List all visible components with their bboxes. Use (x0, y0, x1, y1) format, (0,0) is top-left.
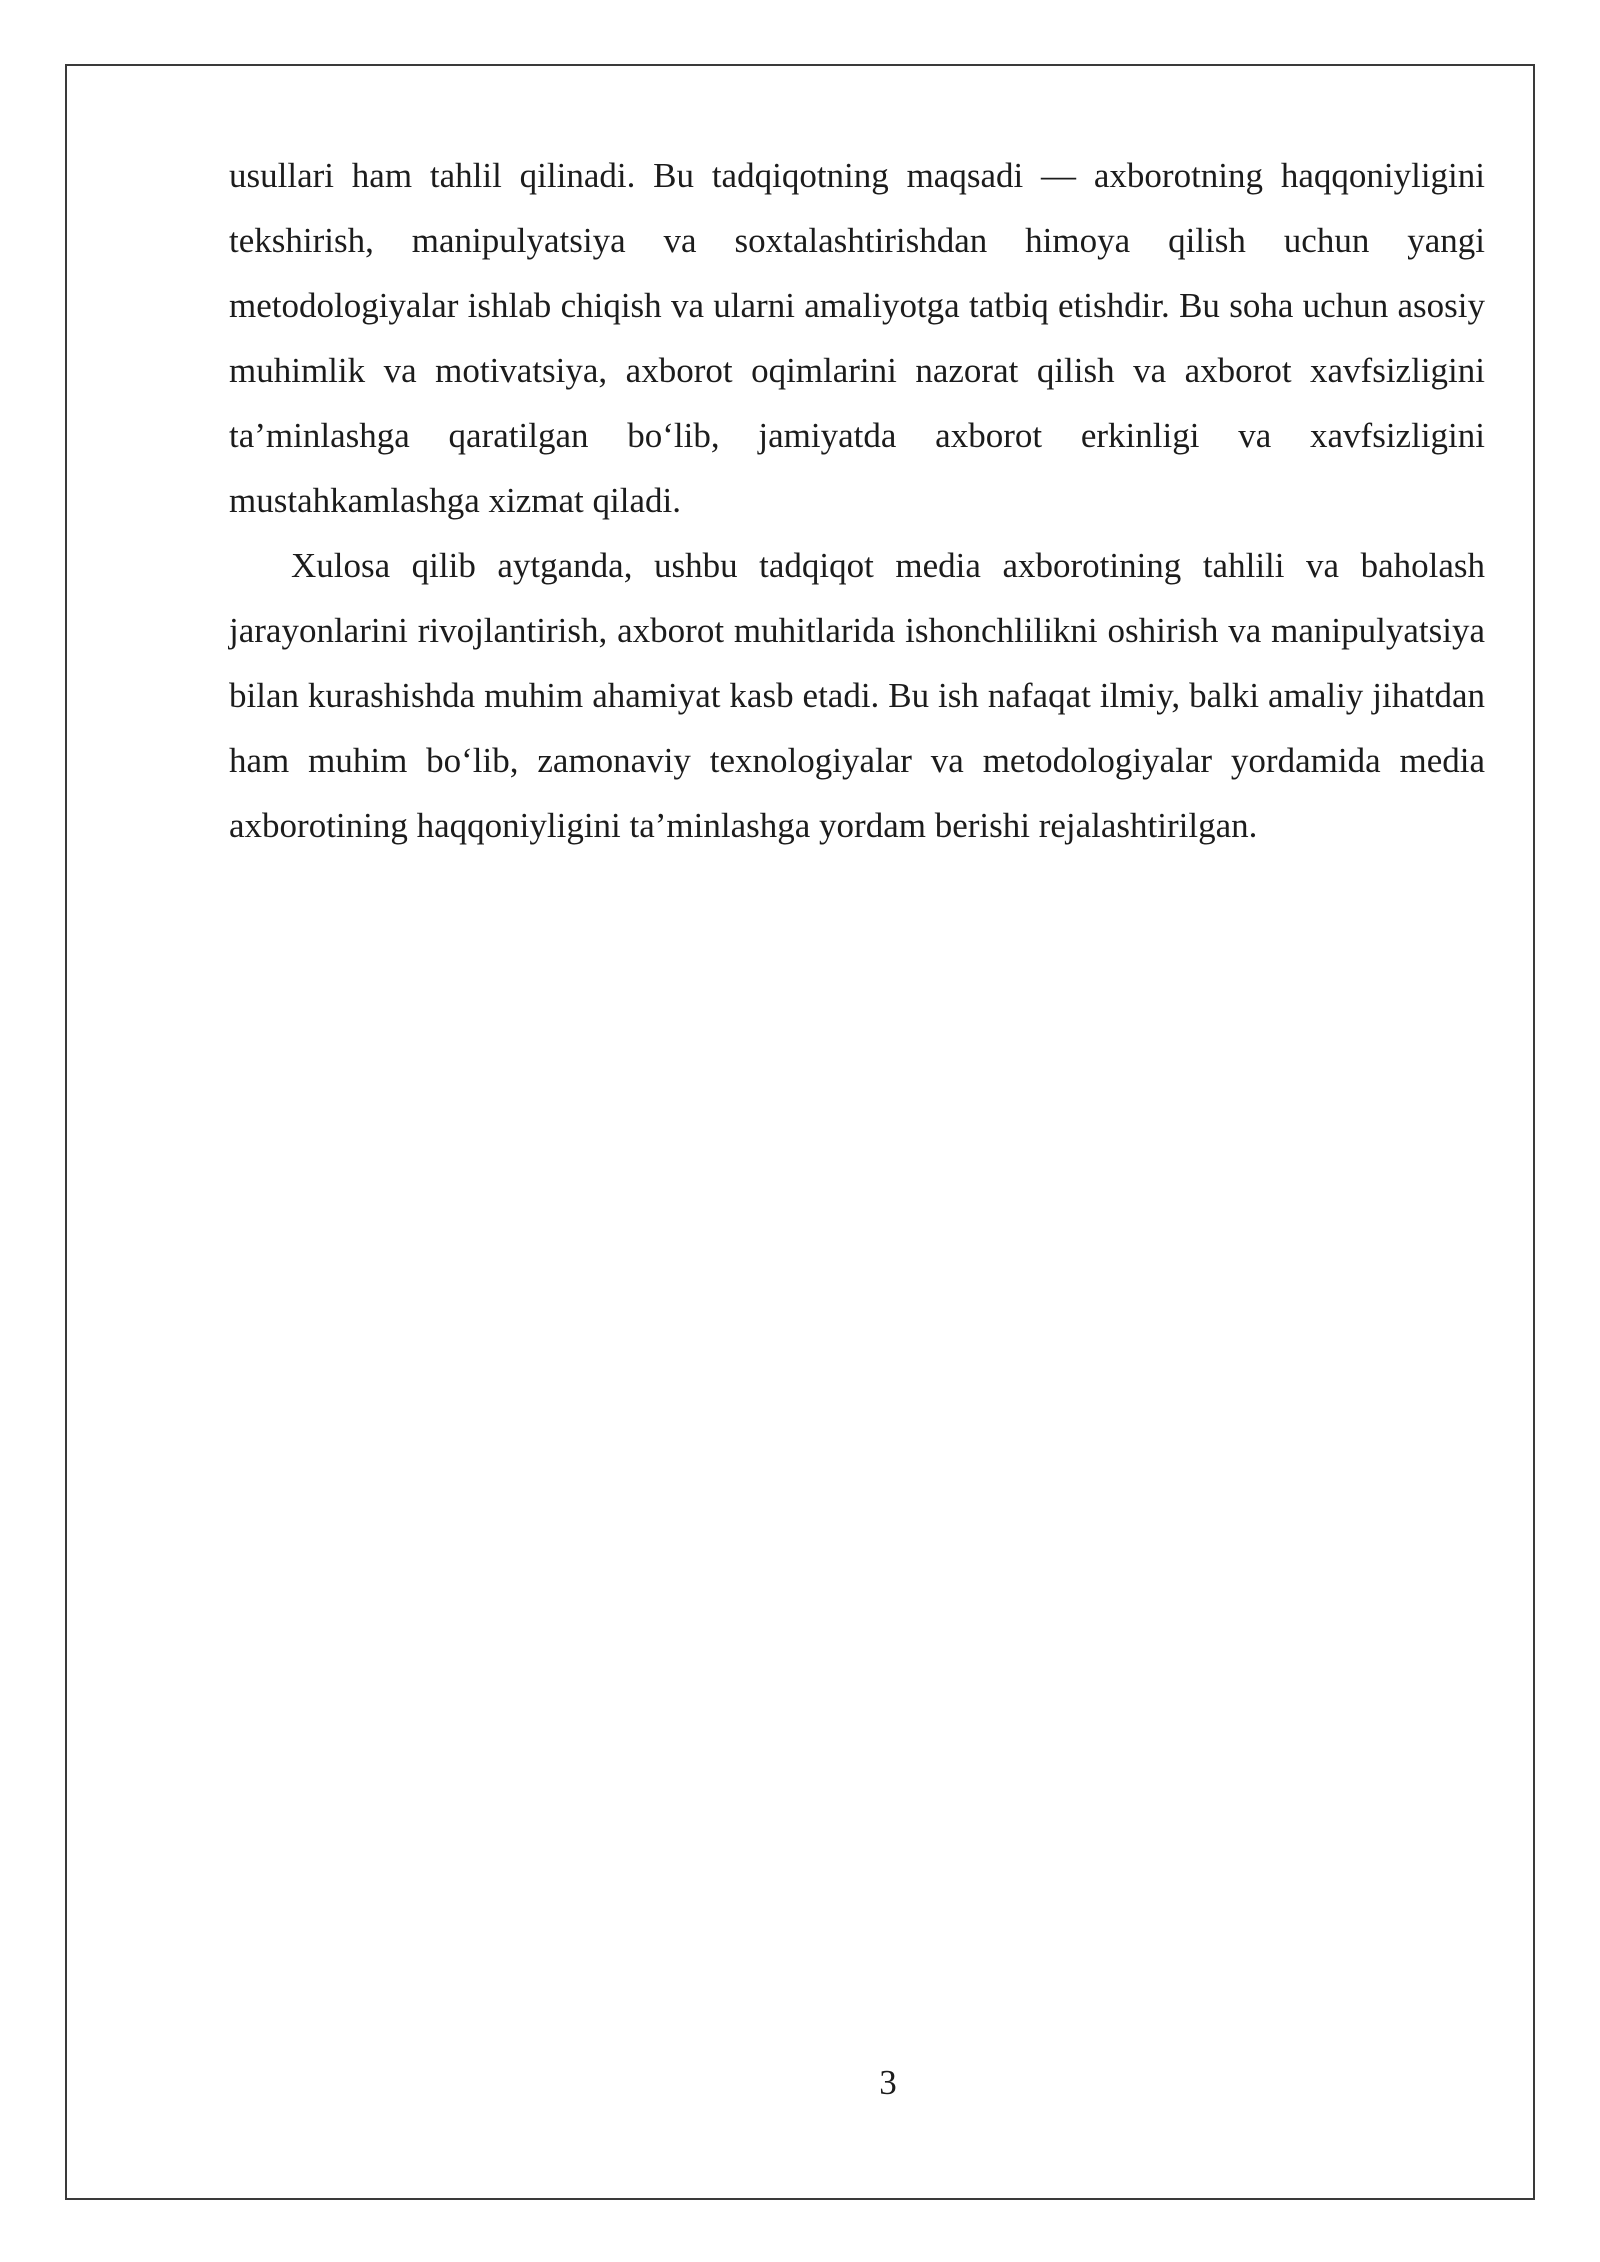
paragraph-conclusion: Xulosa qilib aytganda, ushbu tadqiqot media axborotining tahlili va baholash jarayonlarini rivojlantirish, axborot muhitlarida ishonchlilikni oshirish va manipulyatsiya bilan kurashishda muhim ahamiyat kasb etadi. Bu ish nafaqat ilmiy, balki amaliy jihatdan ham muhim bo‘lib, zamonaviy texnologiyalar va metodologiyalar yordamida media axborotining haqqoniyligini ta’minlashga yordam berishi rejalashtirilgan. (229, 546, 1485, 845)
body-text (229, 143, 1485, 858)
paragraph-continuation: usullari ham tahlil qilinadi. Bu tadqiqotning maqsadi — axborotning haqqoniyligini tekshirish, manipulyatsiya va soxtalashtirishdan himoya qilish uchun yangi metodologiyalar ishlab chiqish va ularni amaliyotga tatbiq etishdir. Bu soha uchun asosiy muhimlik va motivatsiya, axborot oqimlarini nazorat qilish va axborot xavfsizligini ta’minlashga qaratilgan bo‘lib, jamiyatda axborot erkinligi va xavfsizligini mustahkamlashga xizmat qiladi. (229, 156, 1485, 520)
page-number: 3 (879, 2063, 897, 2102)
